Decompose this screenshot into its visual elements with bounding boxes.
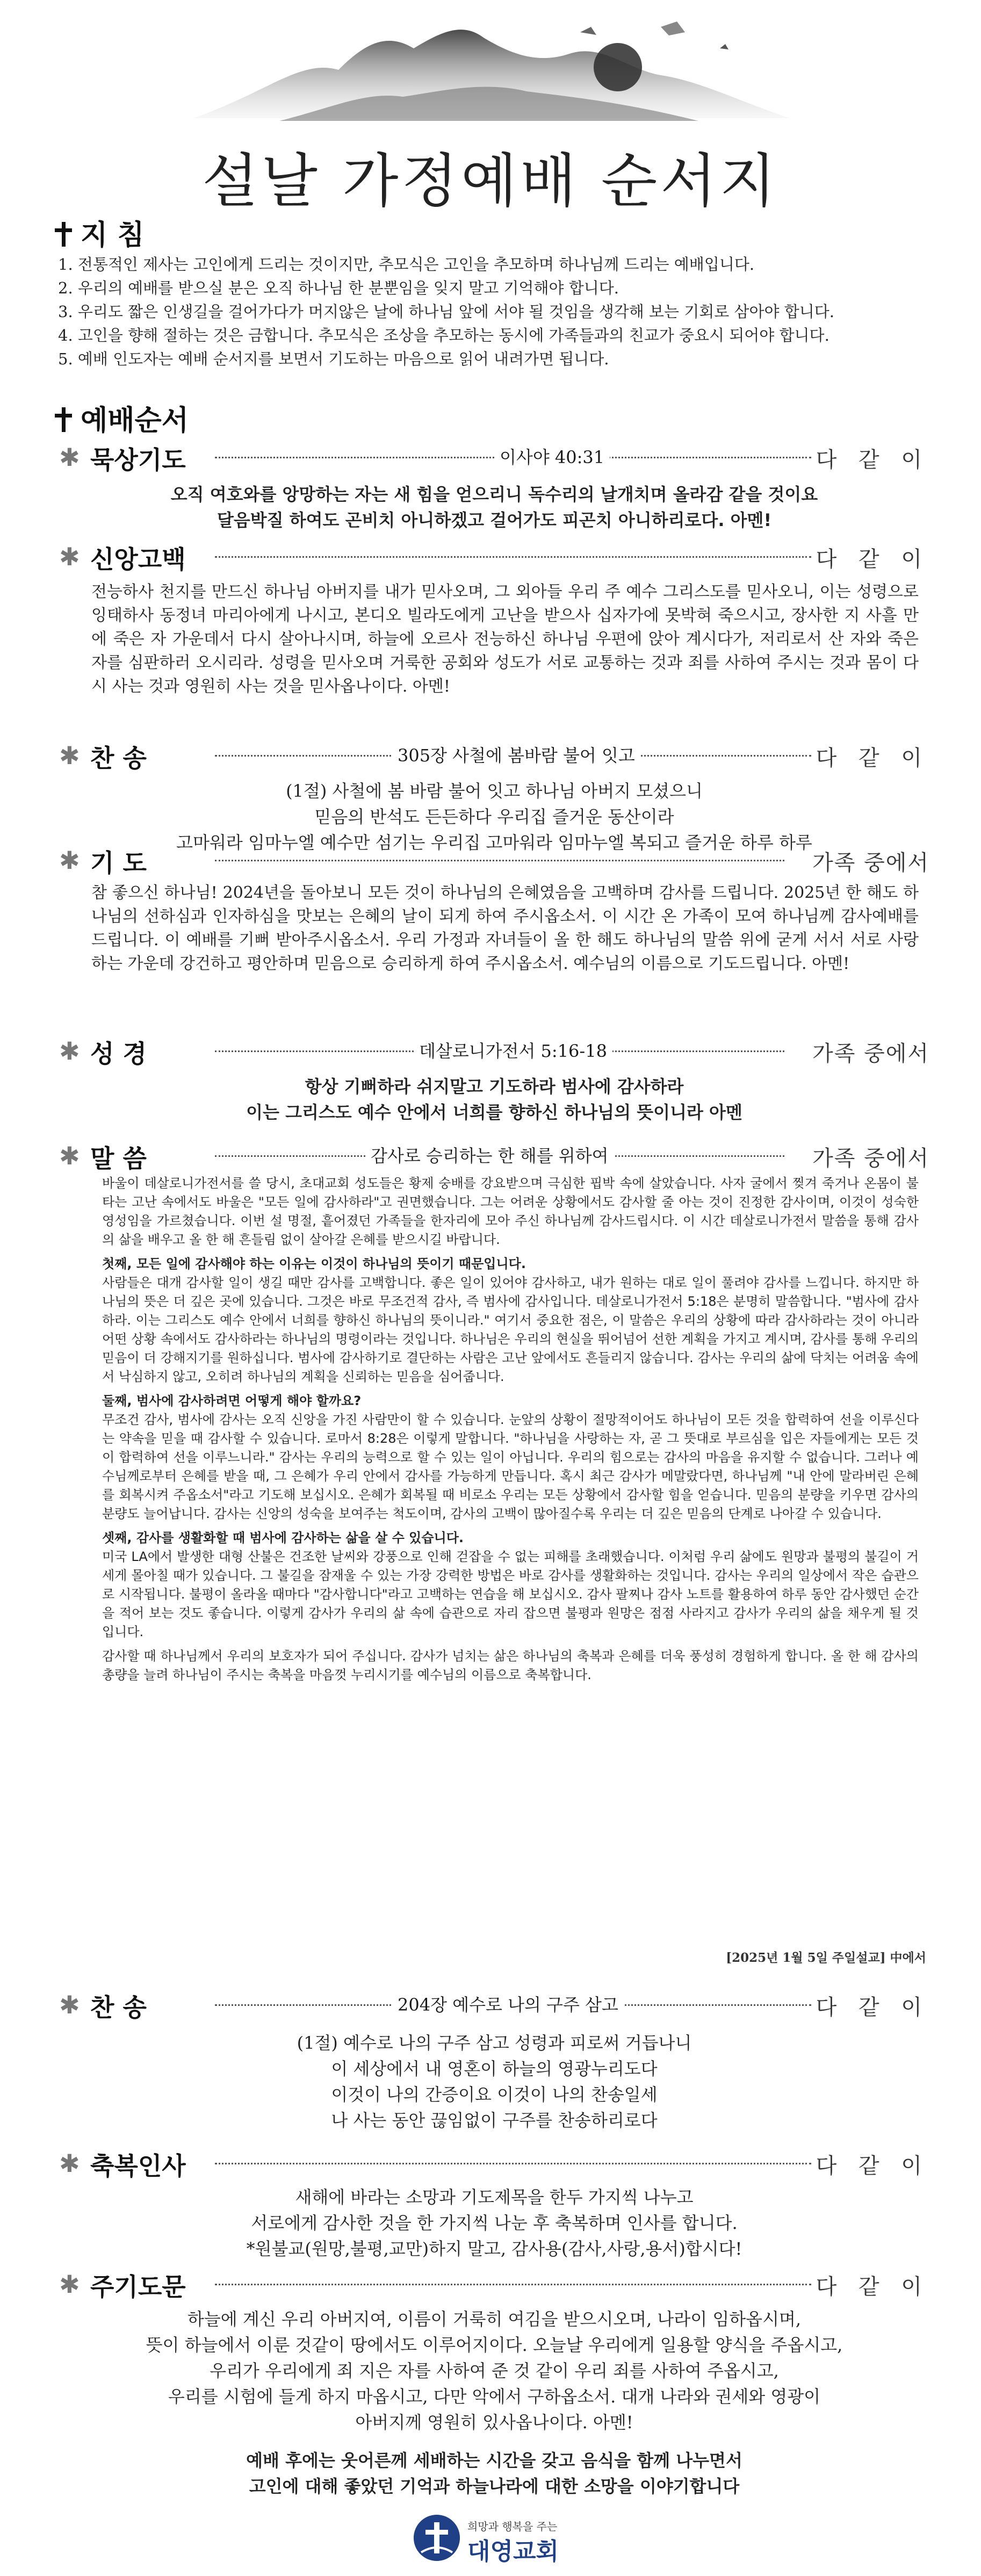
section-title: 찬 송 xyxy=(90,1993,147,2022)
sermon-paragraph: 바울이 데살로니가전서를 쓸 당시, 초대교회 성도들은 황제 숭배를 강요받으며 극심한 핍박 속에 살았습니다. 사자 굴에서 찢겨 죽거나 온몸이 불타는 고난 속에서도 바울은 "모든 일에 감사하라"고 권면했습니다. 그는 어려운 상황에서도 감사할 줄 아는 것이 진정한 감사이며, 이것이 성숙한 영성임을 가르쳤습니다. 이번 설 명절, 흩어졌던 가족들을 한자리에 모아 주신 하나님께 감사드립시다. 이 시간 데살로니가전서 말씀을 통해 감사의 삶을 배우고 올 한 해 흔들림 없이 살아갈 은혜를 받으시길 바랍니다. xyxy=(102,1176,919,1247)
text-line: 달음박질 하여도 곤비치 아니하겠고 걸어가도 피곤치 아니하리로다. 아멘! xyxy=(217,510,772,530)
section-reference: 204장 예수로 나의 구주 삼고 xyxy=(392,1991,624,2016)
section-reference: 감사로 승리하는 한 해를 위하여 xyxy=(365,1142,614,1167)
blessing-text xyxy=(59,2184,929,2262)
star-icon: ✱ xyxy=(59,741,80,770)
section-lords-prayer xyxy=(59,2268,929,2300)
section-title: 묵상기도 xyxy=(90,445,186,474)
prayer-text: 참 좋으신 하나님! 2024년을 돌아보니 모든 것이 하나님의 은혜였음을 고백하며 감사를 드립니다. 2025년 한 해도 하나님의 선하심과 인자하심을 맛보는 은혜의 날이 되게 하여 주시옵소서. 이 시간 온 가족이 모여 하나님께 감사예배를 드립니다. 이 예배를 기뻐 받아주시옵소서. 우리 가정과 자녀들이 올 한 해도 하나님의 말씀 위에 굳게 서서 서로 사랑하는 가운데 강건하고 평안하며 믿음으로 승리하게 하여 주시옵소서. 예수님의 이름으로 기도드립니다. 아멘! xyxy=(91,883,919,973)
text-line: 뜻이 하늘에서 이룬 것같이 땅에서도 이루어지이다. 오늘날 우리에게 일용할 양식을 주옵시고, xyxy=(146,2335,843,2355)
star-icon: ✱ xyxy=(59,1037,80,1066)
sermon-subheading: 첫째, 모든 일에 감사해야 하는 이유는 이것이 하나님의 뜻이기 때문입니다. xyxy=(102,1256,526,1271)
text-line: *원불교(원망,불평,교만)하지 말고, 감사용(감사,사랑,용서)합시다! xyxy=(246,2239,742,2259)
creed-text: 전능하사 천지를 만드신 하나님 아버지를 내가 믿사오며, 그 외아들 우리 주 예수 그리스도를 믿사오니, 이는 성령으로 잉태하사 동정녀 마리아에게 나시고, 본디오 빌라도에게 고난을 받으사 십자가에 못박혀 죽으시고, 장사한 지 사흘 만에 죽은 자 가운데서 다시 살아나시며, 하늘에 오르사 전능하신 하나님 우편에 앉아 계시다가, 저리로서 산 자와 죽은 자를 심판하러 오시리라. 성령을 믿사오며 거룩한 공회와 성도가 서로 교통하는 것과 죄를 사하여 주시는 것과 몸이 다시 사는 것과 영원히 사는 것을 믿사옵나이다. 아멘! xyxy=(91,582,919,696)
section-blessing xyxy=(59,2147,929,2179)
text-line: 이것이 나의 간증이요 이것이 나의 찬송일세 xyxy=(331,2084,658,2105)
section-leader: 다 같 이 xyxy=(816,448,929,472)
text-line: 고마워라 임마누엘 예수만 섬기는 우리집 고마워라 임마누엘 복되고 즐거운 하루 하루 xyxy=(176,832,812,853)
section-leader: 다 같 이 xyxy=(816,746,929,771)
star-icon: ✱ xyxy=(59,542,80,571)
leader-dots xyxy=(215,556,811,558)
guideline-item: 2. 우리의 예배를 받으실 분은 오직 하나님 한 분뿐임을 잊지 말고 기억해야 합니다. xyxy=(58,279,619,297)
guidelines-heading: 지 침 xyxy=(54,212,145,253)
church-name: 대영교회 xyxy=(467,2538,559,2565)
section-title: 성 경 xyxy=(90,1039,147,1068)
leader-dots xyxy=(215,2163,811,2164)
text-line: 우리를 시험에 들게 하지 마옵시고, 다만 악에서 구하옵소서. 대개 나라와 권세와 영광이 xyxy=(168,2386,821,2407)
section-title: 찬 송 xyxy=(90,744,147,773)
lords-prayer-text xyxy=(59,2306,929,2435)
text-line: 새해에 바라는 소망과 기도제목을 한두 가지씩 나누고 xyxy=(295,2187,694,2207)
section-reference: 이사야 40:31 xyxy=(494,444,610,469)
text-line: (1절) 예수로 나의 구주 삼고 성령과 피로써 거듭나니 xyxy=(297,2033,692,2053)
section-leader: 다 같 이 xyxy=(816,1995,929,2020)
sermon-paragraph: 무조건 감사, 범사에 감사는 오직 신앙을 가진 사람만이 할 수 있습니다. 눈앞의 상황이 절망적이어도 하나님이 모든 것을 합력하여 선을 이루신다는 약속을 믿을 때 감사할 수 있습니다. 로마서 8:28은 이렇게 말합니다. "하나님을 사랑하는 자, 곧 그 뜻대로 부르심을 입은 자들에게는 모든 것이 합력하여 선을 이루느니라." 감사는 우리의 능력으로 할 수 있는 일이 아닙니다. 우리의 힘으로는 감사의 마음을 유지할 수 없습니다. 그러나 예수님께로부터 은혜를 받을 때, 그 은혜가 우리 안에서 감사를 가능하게 만듭니다. 혹시 최근 감사가 메말랐다면, 하나님께 "내 안에 말라버린 은혜를 회복시켜 주옵소서"라고 기도해 보십시오. 은혜가 회복될 때 비로소 우리는 모든 상황에서 감사할 힘을 얻습니다. 믿음의 분량을 키우면 감사의 분량도 늘어납니다. 감사는 신앙의 성숙을 보여주는 척도이며, 감사의 고백이 많아질수록 우리는 더 깊은 믿음의 단계로 나아갈 수 있습니다. xyxy=(102,1412,919,1521)
church-tagline: 희망과 행복을 주는 xyxy=(467,2520,558,2533)
section-title: 축복인사 xyxy=(90,2152,186,2181)
star-icon: ✱ xyxy=(59,2270,80,2299)
section-leader: 가족 중에서 xyxy=(812,851,929,875)
section-reference: 데살로니가전서 5:16-18 xyxy=(414,1038,612,1062)
text-line: 서로에게 감사한 것을 한 가지씩 나눈 후 축복하며 인사를 합니다. xyxy=(251,2213,738,2233)
church-emblem-icon xyxy=(414,2515,460,2561)
guideline-item: 1. 전통적인 제사는 고인에게 드리는 것이지만, 추모식은 고인을 추모하며 하나님께 드리는 예배입니다. xyxy=(58,255,755,274)
text-line: 나 사는 동안 끊임없이 구주를 찬송하리로다 xyxy=(331,2110,658,2131)
sermon-paragraph: 사람들은 대개 감사할 일이 생길 때만 감사를 고백합니다. 좋은 일이 있어야 감사하고, 내가 원하는 대로 일이 풀려야 감사를 느낍니다. 하지만 하나님의 뜻은 더 깊은 곳에 있습니다. 그것은 바로 무조건적 감사, 즉 범사에 감사입니다. 데살로니가전서 5:18은 분명히 말씀합니다. "범사에 감사하라. 이는 그리스도 예수 안에서 너희를 향하신 하나님의 뜻이니라." 여기서 중요한 점은, 이 말씀은 우리의 상황에 따라 감사하라는 것이 아니라 어떤 상황 속에서도 감사하라는 하나님의 명령이라는 것입니다. 하나님은 우리의 현실을 뛰어넘어 선한 계획을 가지고 계시며, 감사를 통해 우리의 믿음이 더 강해지기를 원하십니다. 범사에 감사하기로 결단하는 사람은 고난 앞에서도 흔들리지 않습니다. 감사는 우리의 삶에 닥치는 어려움 속에서 낙심하지 않고, 오히려 하나님의 계획을 신뢰하는 믿음을 심어줍니다. xyxy=(102,1275,919,1384)
section-leader: 다 같 이 xyxy=(816,2275,929,2299)
text-line: 이 세상에서 내 영혼이 하늘의 영광누리도다 xyxy=(331,2059,658,2079)
text-line: 예배 후에는 웃어른께 세배하는 시간을 갖고 음식을 함께 나누면서 xyxy=(246,2450,742,2471)
closing-note xyxy=(59,2448,929,2499)
section-meditation xyxy=(59,441,929,473)
section-sermon xyxy=(59,1139,929,1171)
text-line: 믿음의 반석도 든든하다 우리집 즐거운 동산이라 xyxy=(314,807,674,827)
section-creed xyxy=(59,540,929,572)
text-line: 하늘에 계신 우리 아버지여, 이름이 거룩히 여김을 받으시오며, 나라이 임하옵시며, xyxy=(187,2309,802,2329)
text-line: 아버지께 영원히 있사옵나이다. 아멘! xyxy=(355,2412,633,2433)
sermon-paragraph: 미국 LA에서 발생한 대형 산불은 건조한 날씨와 강풍으로 인해 걷잡을 수 없는 피해를 초래했습니다. 이처럼 우리 삶에도 원망과 불평의 불길이 거세게 몰아칠 때가 있습니다. 그 불길을 잠재울 수 있는 가장 강력한 방법은 바로 감사를 생활화하는 것입니다. 감사는 우리의 일상에서 작은 습관으로 시작됩니다. 불평이 올라올 때마다 "감사합니다"라고 고백하는 연습을 해 보십시오. 감사 팔찌나 감사 노트를 활용하여 하루 동안 감사했던 순간을 적어 보는 것도 좋습니다. 이렇게 감사가 우리의 삶 속에 습관으로 자리 잡으면 불평과 원망은 점점 사라지고 감사가 우리의 삶을 채우게 될 것입니다. xyxy=(102,1549,919,1639)
star-icon: ✱ xyxy=(59,443,80,472)
text-line: 우리가 우리에게 죄 지은 자를 사하여 준 것 같이 우리 죄를 사하여 주옵시고, xyxy=(210,2361,779,2381)
star-icon: ✱ xyxy=(59,1141,80,1170)
guideline-item: 3. 우리도 짧은 인생길을 걸어가다가 머지않은 날에 하나님 앞에 서야 될 것임을 생각해 보는 기회로 삼아야 합니다. xyxy=(58,303,835,321)
text-line: 오직 여호와를 앙망하는 자는 새 힘을 얻으리니 독수리의 날개치며 올라감 같을 것이요 xyxy=(170,484,818,505)
sermon-source: [2025년 1월 5일 주일설교] 中에서 xyxy=(726,1951,926,1965)
section-title: 기 도 xyxy=(90,848,147,877)
text-line: 항상 기뻐하라 쉬지말고 기도하라 범사에 감사하라 xyxy=(305,1076,684,1097)
section-title: 신앙고백 xyxy=(90,545,186,574)
mountain-ink-art xyxy=(161,11,822,129)
order-heading: 예배순서 xyxy=(54,398,189,438)
star-icon: ✱ xyxy=(59,1990,80,2019)
leader-dots xyxy=(215,860,784,861)
hymn-2-lyrics xyxy=(59,2030,929,2133)
section-leader: 다 같 이 xyxy=(816,2154,929,2178)
section-leader: 가족 중에서 xyxy=(812,1146,929,1171)
star-icon: ✱ xyxy=(59,846,80,875)
cross-icon xyxy=(54,222,73,247)
section-title: 말 씀 xyxy=(90,1144,147,1173)
sermon-body xyxy=(102,1174,919,1690)
section-leader: 가족 중에서 xyxy=(812,1041,929,1066)
page-title: 설날 가정예배 순서지 xyxy=(202,148,779,215)
meditation-text xyxy=(59,481,929,533)
guideline-item: 5. 예배 인도자는 예배 순서지를 보면서 기도하는 마음으로 읽어 내려가면 됩니다. xyxy=(58,350,609,368)
section-reference: 305장 사철에 봄바람 불어 잇고 xyxy=(392,742,640,767)
section-title: 주기도문 xyxy=(90,2272,186,2301)
section-leader: 다 같 이 xyxy=(816,547,929,572)
sermon-subheading: 셋째, 감사를 생활화할 때 범사에 감사하는 삶을 살 수 있습니다. xyxy=(102,1530,464,1545)
sermon-subheading: 둘째, 범사에 감사하려면 어떻게 해야 할까요? xyxy=(102,1393,362,1408)
text-line: 고인에 대해 좋았던 기억과 하늘나라에 대한 소망을 이야기합니다 xyxy=(249,2476,740,2496)
guideline-item: 4. 고인을 향해 절하는 것은 금합니다. 추모식은 조상을 추모하는 동시에 가족들과의 친교가 중요시 되어야 합니다. xyxy=(58,326,829,344)
section-scripture xyxy=(59,1034,929,1067)
guidelines-list xyxy=(58,253,928,371)
cross-icon xyxy=(54,407,73,432)
star-icon: ✱ xyxy=(59,2149,80,2178)
text-line: (1절) 사철에 봄 바람 불어 잇고 하나님 아버지 모셨으니 xyxy=(286,781,703,801)
section-prayer xyxy=(59,844,929,876)
section-hymn-2 xyxy=(59,1988,929,2020)
sermon-paragraph: 감사할 때 하나님께서 우리의 보호자가 되어 주십니다. 감사가 넘치는 삶은 하나님의 축복과 은혜를 더욱 풍성히 경험하게 합니다. 올 한 해 감사의 총량을 늘려 하나님이 주시는 축복을 마음껏 누리시기를 예수님의 이름으로 축복합니다. xyxy=(102,1649,919,1682)
church-logo xyxy=(414,2515,575,2563)
text-line: 이는 그리스도 예수 안에서 너희를 향하신 하나님의 뜻이니라 아멘 xyxy=(246,1102,742,1122)
leader-dots xyxy=(215,2284,811,2285)
section-hymn-1 xyxy=(59,739,929,771)
scripture-text xyxy=(59,1074,929,1125)
